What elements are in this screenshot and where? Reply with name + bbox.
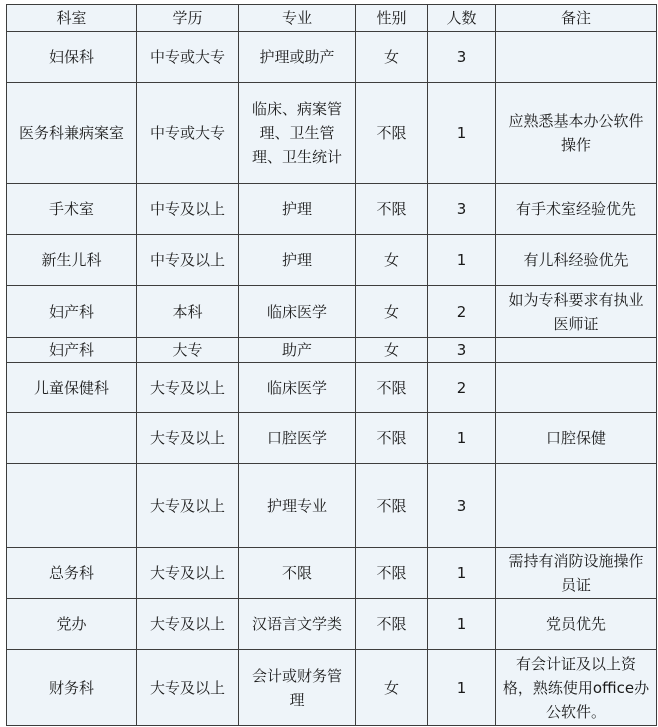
cell-department — [7, 464, 137, 548]
cell-notes: 有手术室经验优先 — [496, 184, 657, 235]
cell-education: 大专及以上 — [137, 413, 239, 464]
cell-major: 临床、病案管理、卫生管理、卫生统计 — [239, 83, 356, 184]
cell-education: 大专及以上 — [137, 650, 239, 726]
cell-education: 中专或大专 — [137, 83, 239, 184]
cell-major: 护理 — [239, 235, 356, 286]
table-row — [7, 548, 657, 599]
table-row — [7, 413, 657, 464]
cell-gender: 不限 — [356, 413, 428, 464]
header-major: 专业 — [239, 5, 356, 32]
table-row — [7, 83, 657, 184]
table-row — [7, 184, 657, 235]
cell-gender: 不限 — [356, 548, 428, 599]
cell-department: 手术室 — [7, 184, 137, 235]
cell-notes: 有会计证及以上资格，熟练使用office办公软件。 — [496, 650, 657, 726]
cell-notes — [496, 32, 657, 83]
cell-department: 儿童保健科 — [7, 363, 137, 413]
cell-education: 中专及以上 — [137, 184, 239, 235]
cell-notes: 口腔保健 — [496, 413, 657, 464]
cell-major: 护理或助产 — [239, 32, 356, 83]
cell-notes — [496, 363, 657, 413]
cell-notes: 党员优先 — [496, 599, 657, 650]
cell-major: 口腔医学 — [239, 413, 356, 464]
cell-major: 临床医学 — [239, 363, 356, 413]
cell-notes — [496, 338, 657, 363]
cell-education: 大专及以上 — [137, 599, 239, 650]
recruitment-table — [6, 4, 657, 726]
table-row — [7, 363, 657, 413]
cell-count: 3 — [428, 32, 496, 83]
header-row — [7, 5, 657, 32]
header-gender: 性别 — [356, 5, 428, 32]
cell-education: 大专 — [137, 338, 239, 363]
table-row — [7, 286, 657, 338]
cell-notes: 应熟悉基本办公软件操作 — [496, 83, 657, 184]
cell-count: 1 — [428, 650, 496, 726]
cell-gender: 不限 — [356, 599, 428, 650]
cell-major: 临床医学 — [239, 286, 356, 338]
cell-count: 1 — [428, 413, 496, 464]
cell-gender: 不限 — [356, 464, 428, 548]
cell-department: 妇产科 — [7, 286, 137, 338]
table-row — [7, 464, 657, 548]
cell-education: 大专及以上 — [137, 464, 239, 548]
header-count: 人数 — [428, 5, 496, 32]
cell-major: 助产 — [239, 338, 356, 363]
table-row — [7, 599, 657, 650]
cell-department: 新生儿科 — [7, 235, 137, 286]
cell-gender: 女 — [356, 32, 428, 83]
cell-gender: 不限 — [356, 83, 428, 184]
cell-count: 1 — [428, 235, 496, 286]
cell-major: 护理 — [239, 184, 356, 235]
cell-count: 1 — [428, 599, 496, 650]
cell-notes: 有儿科经验优先 — [496, 235, 657, 286]
cell-gender: 女 — [356, 286, 428, 338]
cell-department: 妇保科 — [7, 32, 137, 83]
cell-department — [7, 413, 137, 464]
cell-department: 总务科 — [7, 548, 137, 599]
cell-major: 护理专业 — [239, 464, 356, 548]
cell-education: 中专及以上 — [137, 235, 239, 286]
cell-count: 1 — [428, 83, 496, 184]
cell-major: 汉语言文学类 — [239, 599, 356, 650]
table-row — [7, 338, 657, 363]
table-row — [7, 32, 657, 83]
cell-department: 党办 — [7, 599, 137, 650]
header-notes: 备注 — [496, 5, 657, 32]
cell-department: 妇产科 — [7, 338, 137, 363]
cell-count: 3 — [428, 338, 496, 363]
cell-education: 本科 — [137, 286, 239, 338]
cell-department: 财务科 — [7, 650, 137, 726]
cell-notes: 如为专科要求有执业医师证 — [496, 286, 657, 338]
cell-count: 2 — [428, 363, 496, 413]
cell-gender: 不限 — [356, 363, 428, 413]
cell-gender: 女 — [356, 338, 428, 363]
cell-count: 1 — [428, 548, 496, 599]
cell-major: 会计或财务管理 — [239, 650, 356, 726]
table-row — [7, 235, 657, 286]
cell-count: 2 — [428, 286, 496, 338]
cell-notes — [496, 464, 657, 548]
cell-education: 大专及以上 — [137, 548, 239, 599]
table-row — [7, 650, 657, 726]
cell-gender: 不限 — [356, 184, 428, 235]
cell-count: 3 — [428, 184, 496, 235]
cell-gender: 女 — [356, 235, 428, 286]
header-department: 科室 — [7, 5, 137, 32]
cell-department: 医务科兼病案室 — [7, 83, 137, 184]
cell-education: 大专及以上 — [137, 363, 239, 413]
header-education: 学历 — [137, 5, 239, 32]
cell-count: 3 — [428, 464, 496, 548]
cell-major: 不限 — [239, 548, 356, 599]
cell-education: 中专或大专 — [137, 32, 239, 83]
cell-notes: 需持有消防设施操作员证 — [496, 548, 657, 599]
cell-gender: 女 — [356, 650, 428, 726]
